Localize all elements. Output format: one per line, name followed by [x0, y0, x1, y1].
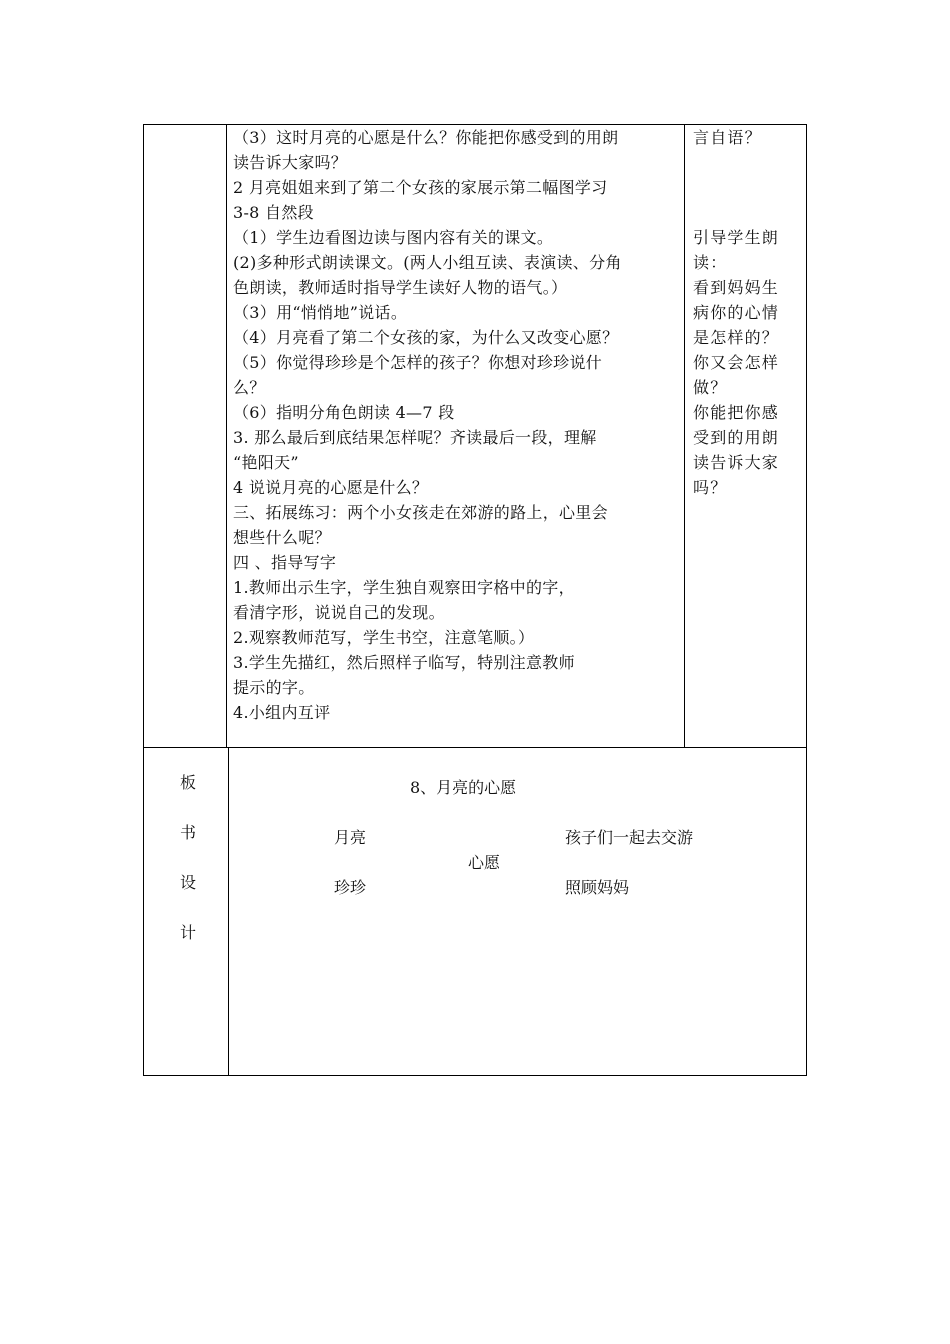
process-line: 3.学生先描红，然后照样子临写，特别注意教师: [233, 653, 575, 672]
process-line: （3）用“悄悄地”说话。: [233, 303, 408, 322]
guidance-line: 读：: [693, 253, 728, 272]
guidance-line: [693, 200, 803, 225]
board-design-label-char: 书: [179, 823, 196, 842]
table-row-divider: [143, 747, 807, 748]
teaching-process-cell: [233, 125, 681, 725]
process-line: 提示的字。: [233, 678, 315, 697]
process-line: （1）学生边看图边读与图内容有关的课文。: [233, 228, 554, 247]
table-bottom-border: [143, 1075, 807, 1076]
guidance-line: 受到的用朗: [693, 428, 780, 447]
guidance-line: 做？: [693, 378, 728, 397]
table-col-divider-lower: [228, 747, 229, 1076]
process-line: 色朗读，教师适时指导学生读好人物的语气。）: [233, 278, 568, 297]
process-line: （4）月亮看了第二个女孩的家，为什么又改变心愿？: [233, 328, 619, 347]
board-design-label-char: 板: [179, 773, 196, 792]
process-line: 1.教师出示生字，学生独自观察田字格中的字，: [233, 578, 575, 597]
process-line: 2 月亮姐姐来到了第二个女孩的家展示第二幅图学习: [233, 178, 608, 197]
board-design-label-char: 设: [179, 873, 196, 892]
board-right-bottom: 照顾妈妈: [565, 878, 630, 897]
board-design-title: 8、月亮的心愿: [410, 778, 517, 797]
process-line: 四 、指导写字: [233, 553, 337, 572]
board-right-top: 孩子们一起去交游: [565, 828, 694, 847]
table-right-border: [806, 124, 807, 1076]
process-line: （6）指明分角色朗读 4—7 段: [233, 403, 455, 422]
guidance-line: 是怎样的？: [693, 328, 780, 347]
process-line: （5）你觉得珍珍是个怎样的孩子？你想对珍珍说什: [233, 353, 603, 372]
board-left-top: 月亮: [334, 828, 367, 847]
guidance-line: 引导学生朗: [693, 228, 780, 247]
process-line: （3）这时月亮的心愿是什么？你能把你感受到的用朗: [233, 128, 619, 147]
guidance-line: 病你的心情: [693, 303, 780, 322]
process-line: 么？: [233, 378, 266, 397]
process-line: 4.小组内互评: [233, 703, 331, 722]
board-design-label-char: 计: [179, 923, 196, 942]
guidance-line: [693, 175, 803, 200]
process-line: “艳阳天”: [233, 453, 299, 472]
table-left-border: [143, 124, 144, 1076]
guidance-line: 读告诉大家: [693, 453, 780, 472]
process-line: 三、拓展练习：两个小女孩走在郊游的路上，心里会: [233, 503, 608, 522]
process-line: 2.观察教师范写，学生书空，注意笔顺。）: [233, 628, 535, 647]
guidance-line: 看到妈妈生: [693, 278, 780, 297]
process-line: 看清字形，说说自己的发现。: [233, 603, 445, 622]
guidance-line: 你又会怎样: [693, 353, 780, 372]
guidance-cell: [693, 125, 803, 500]
board-left-bottom: 珍珍: [334, 878, 367, 897]
process-line: 3. 那么最后到底结果怎样呢？齐读最后一段，理解: [233, 428, 597, 447]
process-line: 4 说说月亮的心愿是什么？: [233, 478, 429, 497]
guidance-line: 吗？: [693, 478, 728, 497]
guidance-line: 言自语？: [693, 128, 762, 147]
process-line: 3-8 自然段: [233, 203, 314, 222]
process-line: 想些什么呢？: [233, 528, 331, 547]
table-col-divider-upper: [226, 124, 227, 747]
process-line: 读告诉大家吗？: [233, 153, 348, 172]
process-line: (2)多种形式朗读课文。(两人小组互读、表演读、分角: [233, 253, 622, 272]
table-col-divider-right: [684, 124, 685, 747]
board-center: 心愿: [468, 853, 501, 872]
guidance-line: [693, 150, 803, 175]
guidance-line: 你能把你感: [693, 403, 780, 422]
